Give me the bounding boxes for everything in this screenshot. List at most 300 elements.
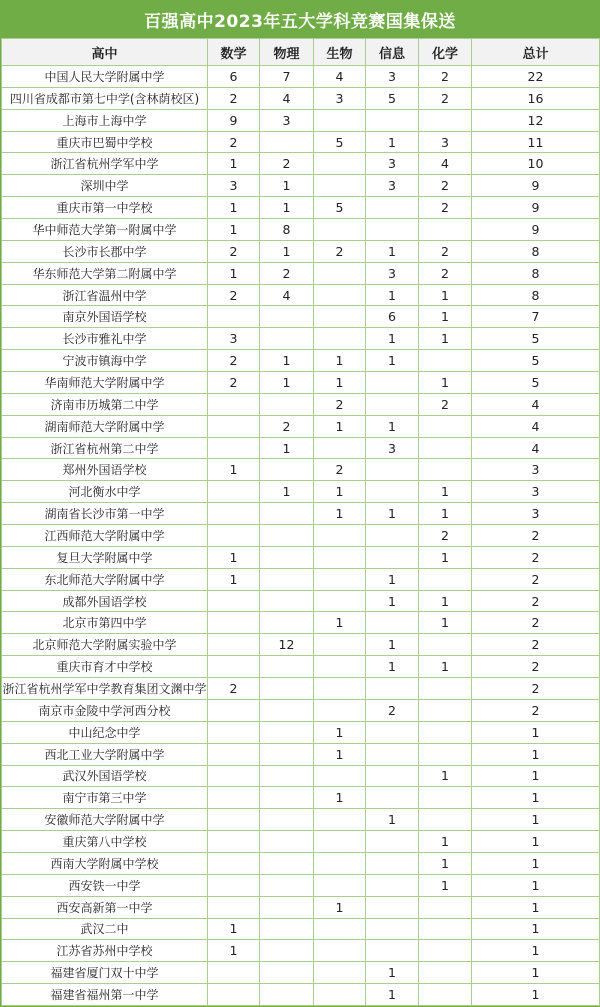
cell-physics: [260, 590, 314, 612]
cell-physics: 1: [260, 481, 314, 503]
cell-total: 3: [472, 503, 600, 525]
cell-total: 22: [472, 66, 600, 88]
cell-physics: [260, 503, 314, 525]
cell-biology: [314, 962, 366, 984]
cell-school: 重庆第八中学校: [2, 831, 208, 853]
cell-informatics: 1: [366, 503, 419, 525]
cell-total: 1: [472, 721, 600, 743]
cell-chemistry: 1: [419, 765, 472, 787]
cell-math: 2: [208, 678, 260, 700]
table-row: [2, 896, 600, 918]
cell-math: [208, 393, 260, 415]
cell-total: 2: [472, 590, 600, 612]
cell-chemistry: [419, 699, 472, 721]
table-row: [2, 699, 600, 721]
cell-informatics: 2: [366, 699, 419, 721]
cell-chemistry: 1: [419, 546, 472, 568]
cell-school: 西安铁一中学: [2, 874, 208, 896]
table-row: [2, 306, 600, 328]
cell-total: 8: [472, 262, 600, 284]
cell-biology: [314, 852, 366, 874]
column-header-biology: 生物: [314, 39, 366, 66]
cell-total: 1: [472, 896, 600, 918]
table-row: [2, 284, 600, 306]
cell-physics: 1: [260, 372, 314, 394]
cell-chemistry: 1: [419, 656, 472, 678]
cell-school: 湖南师范大学附属中学: [2, 415, 208, 437]
cell-total: 16: [472, 87, 600, 109]
cell-school: 深圳中学: [2, 175, 208, 197]
cell-chemistry: [419, 787, 472, 809]
cell-biology: [314, 590, 366, 612]
cell-chemistry: 1: [419, 306, 472, 328]
cell-school: 上海市上海中学: [2, 109, 208, 131]
cell-biology: [314, 634, 366, 656]
cell-biology: 1: [314, 787, 366, 809]
cell-math: [208, 721, 260, 743]
cell-informatics: [366, 481, 419, 503]
cell-school: 北京市第四中学: [2, 612, 208, 634]
cell-math: [208, 984, 260, 1006]
cell-total: 1: [472, 852, 600, 874]
cell-math: [208, 852, 260, 874]
cell-total: 8: [472, 284, 600, 306]
table-row: [2, 131, 600, 153]
table-row: [2, 350, 600, 372]
cell-total: 1: [472, 940, 600, 962]
cell-school: 南京外国语学校: [2, 306, 208, 328]
cell-math: [208, 874, 260, 896]
cell-school: 浙江省杭州第二中学: [2, 437, 208, 459]
cell-chemistry: 2: [419, 87, 472, 109]
table-row: [2, 153, 600, 175]
cell-physics: 4: [260, 87, 314, 109]
cell-math: 1: [208, 153, 260, 175]
cell-informatics: 1: [366, 415, 419, 437]
cell-biology: [314, 328, 366, 350]
cell-informatics: [366, 197, 419, 219]
table-row: [2, 809, 600, 831]
cell-school: 江苏省苏州中学校: [2, 940, 208, 962]
cell-chemistry: 2: [419, 175, 472, 197]
cell-school: 西北工业大学附属中学: [2, 743, 208, 765]
cell-school: 浙江省杭州学军中学教育集团文渊中学: [2, 678, 208, 700]
cell-physics: 7: [260, 66, 314, 88]
cell-physics: [260, 896, 314, 918]
cell-math: [208, 525, 260, 547]
cell-informatics: [366, 721, 419, 743]
cell-informatics: [366, 219, 419, 241]
cell-school: 郑州外国语学校: [2, 459, 208, 481]
table-row: [2, 568, 600, 590]
cell-school: 长沙市长郡中学: [2, 240, 208, 262]
cell-math: 1: [208, 940, 260, 962]
cell-math: [208, 634, 260, 656]
cell-biology: [314, 546, 366, 568]
cell-school: 浙江省温州中学: [2, 284, 208, 306]
cell-school: 西南大学附属中学校: [2, 852, 208, 874]
cell-biology: 4: [314, 66, 366, 88]
cell-total: 2: [472, 678, 600, 700]
cell-math: [208, 787, 260, 809]
cell-physics: 1: [260, 240, 314, 262]
table-row: [2, 721, 600, 743]
cell-school: 福建省厦门双十中学: [2, 962, 208, 984]
cell-total: 7: [472, 306, 600, 328]
cell-physics: [260, 131, 314, 153]
cell-informatics: 3: [366, 262, 419, 284]
cell-school: 北京师范大学附属实验中学: [2, 634, 208, 656]
cell-math: [208, 765, 260, 787]
cell-school: 武汉外国语学校: [2, 765, 208, 787]
cell-physics: [260, 568, 314, 590]
results-table: [1, 38, 600, 1006]
cell-math: [208, 481, 260, 503]
table-row: [2, 525, 600, 547]
cell-informatics: [366, 546, 419, 568]
cell-school: 河北衡水中学: [2, 481, 208, 503]
table-row: [2, 787, 600, 809]
cell-chemistry: 1: [419, 590, 472, 612]
cell-total: 10: [472, 153, 600, 175]
cell-chemistry: [419, 437, 472, 459]
cell-school: 成都外国语学校: [2, 590, 208, 612]
cell-chemistry: 1: [419, 612, 472, 634]
cell-physics: [260, 831, 314, 853]
cell-math: [208, 415, 260, 437]
cell-total: 2: [472, 699, 600, 721]
cell-total: 11: [472, 131, 600, 153]
cell-biology: [314, 219, 366, 241]
cell-physics: 2: [260, 415, 314, 437]
cell-chemistry: 2: [419, 66, 472, 88]
table-row: [2, 66, 600, 88]
cell-informatics: [366, 459, 419, 481]
cell-physics: [260, 306, 314, 328]
cell-informatics: 1: [366, 984, 419, 1006]
cell-chemistry: 1: [419, 874, 472, 896]
cell-total: 1: [472, 984, 600, 1006]
cell-math: 1: [208, 262, 260, 284]
cell-chemistry: 1: [419, 481, 472, 503]
cell-math: 6: [208, 66, 260, 88]
cell-total: 3: [472, 459, 600, 481]
cell-biology: [314, 699, 366, 721]
cell-math: [208, 699, 260, 721]
cell-school: 华南师范大学附属中学: [2, 372, 208, 394]
table-row: [2, 219, 600, 241]
table-row: [2, 634, 600, 656]
cell-chemistry: 3: [419, 131, 472, 153]
cell-math: 2: [208, 350, 260, 372]
cell-chemistry: 4: [419, 153, 472, 175]
cell-physics: [260, 525, 314, 547]
cell-math: [208, 656, 260, 678]
cell-math: [208, 743, 260, 765]
cell-chemistry: [419, 984, 472, 1006]
cell-total: 1: [472, 962, 600, 984]
cell-physics: 8: [260, 219, 314, 241]
cell-physics: [260, 393, 314, 415]
cell-biology: [314, 918, 366, 940]
cell-physics: [260, 721, 314, 743]
cell-total: 1: [472, 765, 600, 787]
cell-chemistry: 2: [419, 240, 472, 262]
cell-biology: [314, 284, 366, 306]
table-row: [2, 262, 600, 284]
cell-chemistry: 2: [419, 393, 472, 415]
cell-physics: 2: [260, 153, 314, 175]
table-row: [2, 874, 600, 896]
cell-school: 华东师范大学第二附属中学: [2, 262, 208, 284]
table-row: [2, 503, 600, 525]
cell-chemistry: [419, 568, 472, 590]
table-row: [2, 372, 600, 394]
cell-chemistry: [419, 634, 472, 656]
table-row: [2, 962, 600, 984]
cell-total: 1: [472, 831, 600, 853]
table-row: [2, 481, 600, 503]
cell-math: 1: [208, 568, 260, 590]
table-row: [2, 678, 600, 700]
cell-informatics: 1: [366, 634, 419, 656]
table-row: [2, 87, 600, 109]
cell-biology: 2: [314, 393, 366, 415]
cell-biology: [314, 656, 366, 678]
cell-physics: [260, 699, 314, 721]
table-row: [2, 852, 600, 874]
cell-biology: [314, 109, 366, 131]
cell-biology: 3: [314, 87, 366, 109]
cell-chemistry: 2: [419, 197, 472, 219]
cell-math: 9: [208, 109, 260, 131]
cell-math: 3: [208, 328, 260, 350]
table-row: [2, 437, 600, 459]
cell-physics: [260, 852, 314, 874]
table-row: [2, 175, 600, 197]
cell-informatics: [366, 678, 419, 700]
table-row: [2, 984, 600, 1006]
cell-chemistry: 2: [419, 525, 472, 547]
cell-informatics: 1: [366, 131, 419, 153]
cell-chemistry: [419, 109, 472, 131]
table-row: [2, 415, 600, 437]
cell-physics: 2: [260, 262, 314, 284]
column-header-informatics: 信息: [366, 39, 419, 66]
cell-school: 江西师范大学附属中学: [2, 525, 208, 547]
cell-informatics: [366, 765, 419, 787]
cell-informatics: 6: [366, 306, 419, 328]
column-header-chemistry: 化学: [419, 39, 472, 66]
cell-physics: [260, 918, 314, 940]
cell-school: 四川省成都市第七中学(含林荫校区): [2, 87, 208, 109]
cell-biology: [314, 678, 366, 700]
cell-chemistry: [419, 962, 472, 984]
cell-physics: [260, 765, 314, 787]
cell-math: 1: [208, 459, 260, 481]
cell-physics: [260, 656, 314, 678]
cell-informatics: [366, 852, 419, 874]
table-row: [2, 590, 600, 612]
cell-informatics: [366, 743, 419, 765]
cell-total: 4: [472, 415, 600, 437]
cell-school: 南京市金陵中学河西分校: [2, 699, 208, 721]
cell-biology: [314, 874, 366, 896]
cell-physics: [260, 546, 314, 568]
cell-total: 1: [472, 743, 600, 765]
cell-chemistry: [419, 459, 472, 481]
cell-school: 福建省福州第一中学: [2, 984, 208, 1006]
cell-informatics: [366, 940, 419, 962]
cell-informatics: 1: [366, 962, 419, 984]
column-header-physics: 物理: [260, 39, 314, 66]
cell-chemistry: 1: [419, 328, 472, 350]
cell-informatics: [366, 787, 419, 809]
cell-biology: 5: [314, 131, 366, 153]
cell-biology: [314, 437, 366, 459]
cell-informatics: 3: [366, 66, 419, 88]
cell-total: 2: [472, 546, 600, 568]
cell-physics: [260, 940, 314, 962]
cell-biology: [314, 175, 366, 197]
cell-physics: [260, 678, 314, 700]
cell-biology: 1: [314, 503, 366, 525]
cell-biology: 1: [314, 372, 366, 394]
cell-chemistry: [419, 219, 472, 241]
cell-school: 济南市历城第二中学: [2, 393, 208, 415]
header-row: [2, 39, 600, 66]
cell-math: 3: [208, 175, 260, 197]
cell-school: 复旦大学附属中学: [2, 546, 208, 568]
cell-chemistry: [419, 415, 472, 437]
cell-math: [208, 962, 260, 984]
cell-informatics: [366, 109, 419, 131]
cell-chemistry: [419, 721, 472, 743]
cell-total: 4: [472, 437, 600, 459]
cell-total: 2: [472, 568, 600, 590]
cell-chemistry: [419, 940, 472, 962]
cell-physics: [260, 328, 314, 350]
cell-math: [208, 809, 260, 831]
cell-math: 1: [208, 918, 260, 940]
table-row: [2, 743, 600, 765]
cell-math: [208, 503, 260, 525]
cell-chemistry: 1: [419, 852, 472, 874]
cell-total: 2: [472, 634, 600, 656]
cell-informatics: [366, 918, 419, 940]
table-row: [2, 765, 600, 787]
cell-informatics: 1: [366, 350, 419, 372]
cell-physics: 1: [260, 175, 314, 197]
column-header-school: 高中: [2, 39, 208, 66]
table-row: [2, 328, 600, 350]
cell-biology: [314, 568, 366, 590]
cell-total: 2: [472, 525, 600, 547]
cell-total: 5: [472, 372, 600, 394]
cell-school: 长沙市雅礼中学: [2, 328, 208, 350]
cell-chemistry: [419, 743, 472, 765]
cell-total: 5: [472, 328, 600, 350]
cell-total: 9: [472, 175, 600, 197]
cell-biology: 1: [314, 896, 366, 918]
cell-physics: [260, 809, 314, 831]
table-row: [2, 546, 600, 568]
cell-biology: 2: [314, 240, 366, 262]
table-row: [2, 459, 600, 481]
cell-informatics: 1: [366, 240, 419, 262]
cell-informatics: 3: [366, 437, 419, 459]
cell-school: 安徽师范大学附属中学: [2, 809, 208, 831]
cell-physics: [260, 743, 314, 765]
cell-school: 宁波市镇海中学: [2, 350, 208, 372]
cell-math: 2: [208, 131, 260, 153]
column-header-math: 数学: [208, 39, 260, 66]
cell-math: [208, 590, 260, 612]
cell-total: 1: [472, 874, 600, 896]
cell-total: 1: [472, 787, 600, 809]
cell-informatics: 1: [366, 656, 419, 678]
cell-total: 9: [472, 197, 600, 219]
cell-physics: 3: [260, 109, 314, 131]
cell-biology: 1: [314, 743, 366, 765]
cell-physics: [260, 459, 314, 481]
table-row: [2, 393, 600, 415]
cell-biology: 1: [314, 350, 366, 372]
cell-math: [208, 612, 260, 634]
table-row: [2, 918, 600, 940]
cell-informatics: [366, 896, 419, 918]
cell-chemistry: [419, 678, 472, 700]
cell-math: 1: [208, 546, 260, 568]
cell-school: 东北师范大学附属中学: [2, 568, 208, 590]
cell-school: 中山纪念中学: [2, 721, 208, 743]
cell-physics: 1: [260, 197, 314, 219]
cell-informatics: 3: [366, 175, 419, 197]
cell-informatics: 1: [366, 328, 419, 350]
cell-total: 3: [472, 481, 600, 503]
cell-physics: [260, 962, 314, 984]
cell-physics: 1: [260, 350, 314, 372]
cell-biology: 2: [314, 459, 366, 481]
cell-biology: [314, 262, 366, 284]
cell-physics: 12: [260, 634, 314, 656]
cell-math: 1: [208, 219, 260, 241]
cell-informatics: 1: [366, 284, 419, 306]
cell-chemistry: 1: [419, 284, 472, 306]
cell-informatics: [366, 874, 419, 896]
cell-math: 2: [208, 240, 260, 262]
cell-chemistry: 1: [419, 503, 472, 525]
cell-biology: [314, 940, 366, 962]
table-title: 百强高中2023年五大学科竞赛国集保送: [1, 0, 599, 38]
cell-informatics: 1: [366, 809, 419, 831]
cell-total: 5: [472, 350, 600, 372]
cell-total: 9: [472, 219, 600, 241]
cell-total: 1: [472, 918, 600, 940]
cell-chemistry: 1: [419, 831, 472, 853]
cell-school: 华中师范大学第一附属中学: [2, 219, 208, 241]
cell-school: 中国人民大学附属中学: [2, 66, 208, 88]
cell-total: 4: [472, 393, 600, 415]
cell-biology: [314, 306, 366, 328]
cell-physics: [260, 984, 314, 1006]
cell-math: 2: [208, 87, 260, 109]
table-row: [2, 656, 600, 678]
cell-school: 南宁市第三中学: [2, 787, 208, 809]
cell-math: [208, 831, 260, 853]
table-row: [2, 940, 600, 962]
cell-biology: 1: [314, 415, 366, 437]
